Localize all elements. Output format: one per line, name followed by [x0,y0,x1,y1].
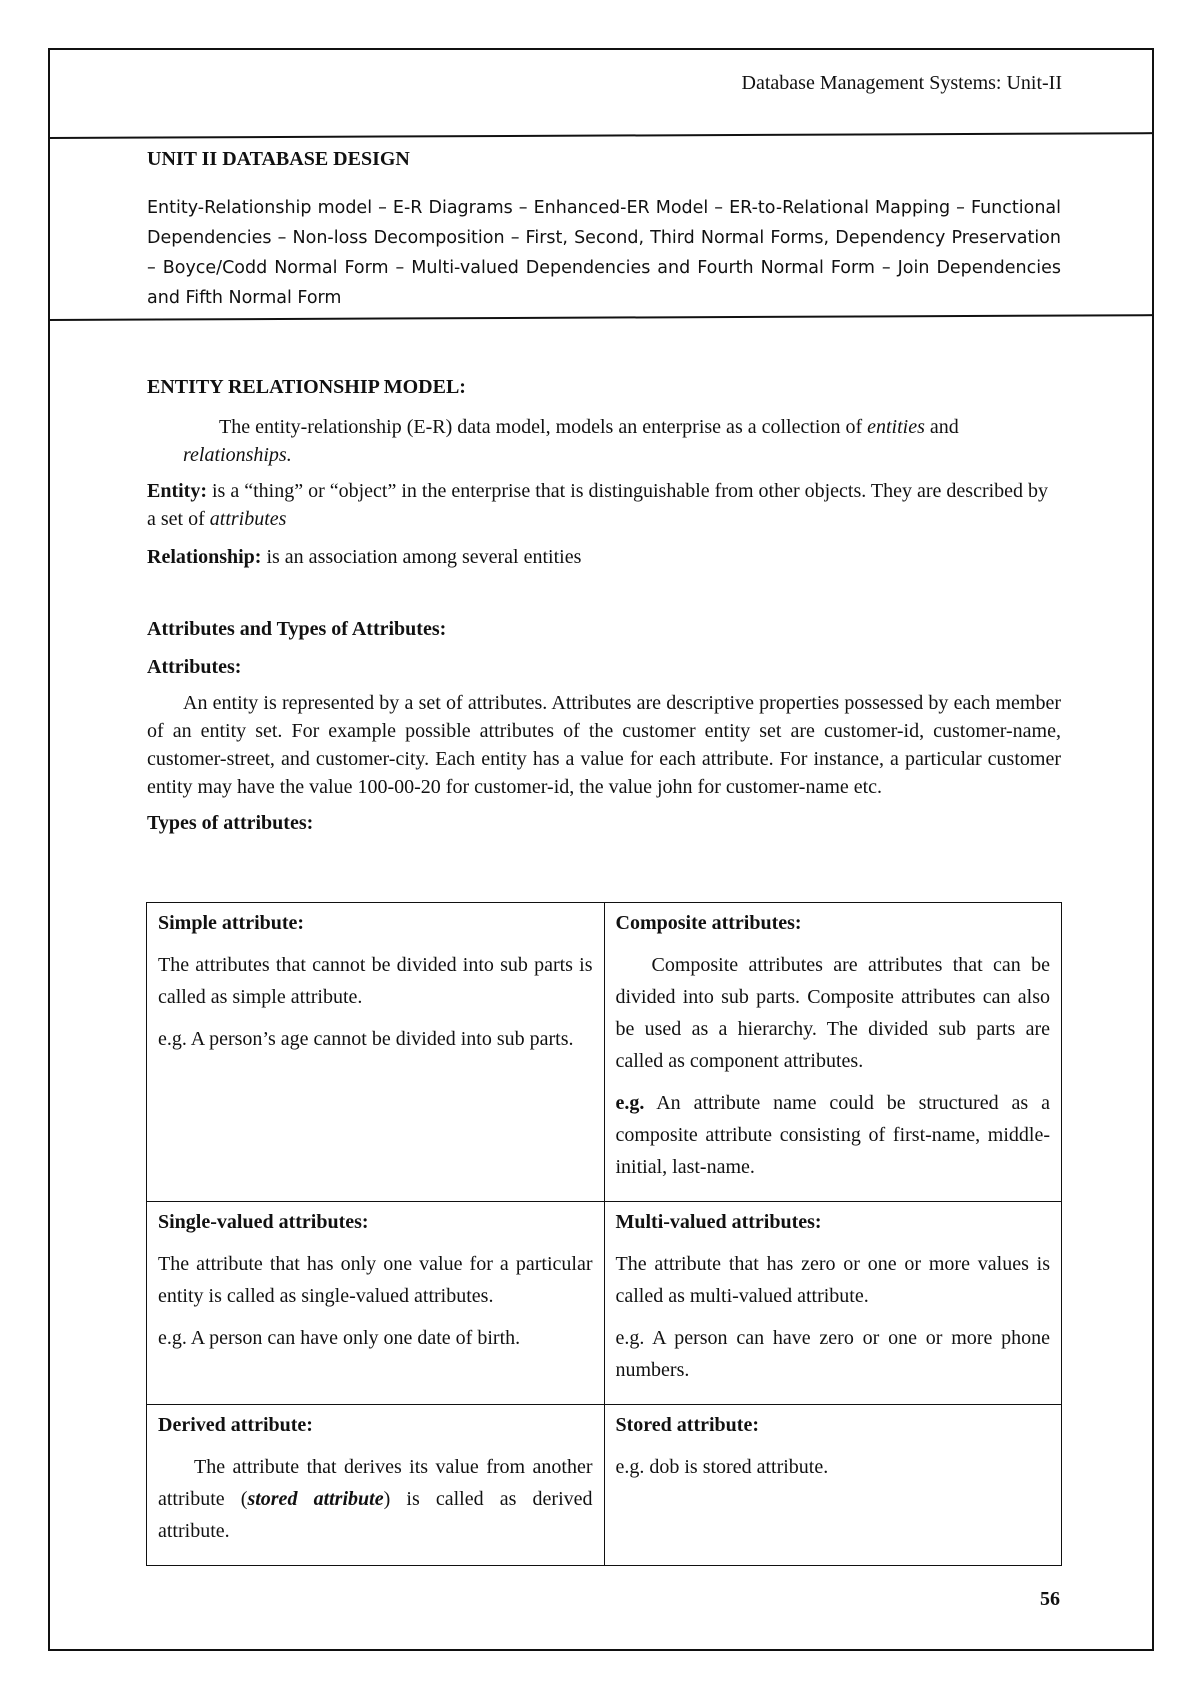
composite-attribute-text: Composite attributes are attributes that can be divided into sub parts. Composite attributes can also be used as a hierarchy. The divided sub parts are called as component attributes. [615,954,1050,1072]
er-intro-relationships: relationships. [183,444,292,466]
multi-valued-example: e.g. A person can have zero or one or more phone numbers. [615,1327,1050,1381]
er-intro-text: The entity-relationship (E-R) data model, models an enterprise as a collection of [219,416,868,438]
er-heading: ENTITY RELATIONSHIP MODEL: [147,376,466,398]
er-intro-and: and [924,416,959,438]
relationship-label: Relationship: [147,546,262,568]
derived-attribute-text [158,1451,593,1547]
entity-attributes-term: attributes [209,508,287,530]
attributes-paragraph: An entity is represented by a set of attributes. Attributes are descriptive properties possessed by each member of an entity set. For example possible attributes of the customer entity set are customer-id, customer-name, customer-street, and customer-city. Each entity has a value for each attribute. For instance, a particular customer entity may have the value 100-00-20 for customer-id, the value john for customer-name etc. [147,692,1061,798]
single-valued-example: e.g. A person can have only one date of birth. [158,1327,521,1349]
stored-attribute-example: e.g. dob is stored attribute. [615,1456,829,1478]
attributes-heading: Attributes and Types of Attributes: [147,618,447,640]
unit-title: UNIT II DATABASE DESIGN [147,148,410,170]
er-intro [147,413,1061,469]
simple-attribute-cell [147,903,605,1202]
table-row [147,1202,1062,1405]
single-valued-text: The attribute that has only one value for a particular entity is called as single-valued attributes. [158,1253,593,1307]
multi-valued-cell [604,1202,1062,1405]
er-intro-entities: entities [867,416,925,438]
composite-attribute-title: Composite attributes: [615,912,802,934]
composite-attribute-cell [604,903,1062,1202]
relationship-definition [147,543,1061,571]
stored-attribute-cell [604,1405,1062,1566]
composite-attribute-example [616,1087,1051,1183]
relationship-text: is an association among several entities [261,546,582,568]
entity-label: Entity: [147,480,207,502]
single-valued-title: Single-valued attributes: [158,1211,369,1233]
stored-attribute-title: Stored attribute: [615,1414,759,1436]
simple-attribute-example: e.g. A person’s age cannot be divided into sub parts. [158,1028,574,1050]
main-content [147,373,1061,837]
composite-eg-label: e.g. [615,1092,645,1114]
table-row [147,903,1062,1202]
table-row [147,1405,1062,1566]
running-header: Database Management Systems: Unit-II [741,72,1062,94]
entity-text: is a “thing” or “object” in the enterprise that is distinguishable from other objects. They are described by a set of [147,480,1049,530]
attributes-subheading: Attributes: [147,656,242,678]
entity-definition [147,477,1061,533]
types-heading: Types of attributes: [147,812,314,834]
attribute-types-table [146,902,1062,1566]
derived-text-b: ) is called as derived attribute. [158,1488,593,1542]
single-valued-cell [147,1202,605,1405]
derived-stored-term: stored attribute [247,1488,384,1510]
page-number: 56 [1040,1588,1060,1610]
multi-valued-title: Multi-valued attributes: [615,1211,822,1233]
derived-attribute-title: Derived attribute: [158,1414,313,1436]
simple-attribute-text: The attributes that cannot be divided into sub parts is called as simple attribute. [158,954,593,1008]
composite-eg-text: An attribute name could be structured as a composite attribute consisting of first-name, middle-initial, last-name. [615,1092,1050,1178]
unit-syllabus: Entity-Relationship model – E-R Diagrams – Enhanced-ER Model – ER-to-Relational Mapping – Functional Dependencies – Non-loss Decomposition – First, Second, Third Normal Forms, Dependency Preservation – Boyce/Codd Normal Form – Multi-valued Dependencies and Fourth Normal Form – Join Dependencies and Fifth Normal Form [147,198,1061,308]
multi-valued-text: The attribute that has zero or one or more values is called as multi-valued attribute. [615,1253,1050,1307]
derived-text-a: The attribute that derives its value from another attribute ( [158,1456,593,1510]
derived-attribute-cell [147,1405,605,1566]
simple-attribute-title: Simple attribute: [158,912,305,934]
